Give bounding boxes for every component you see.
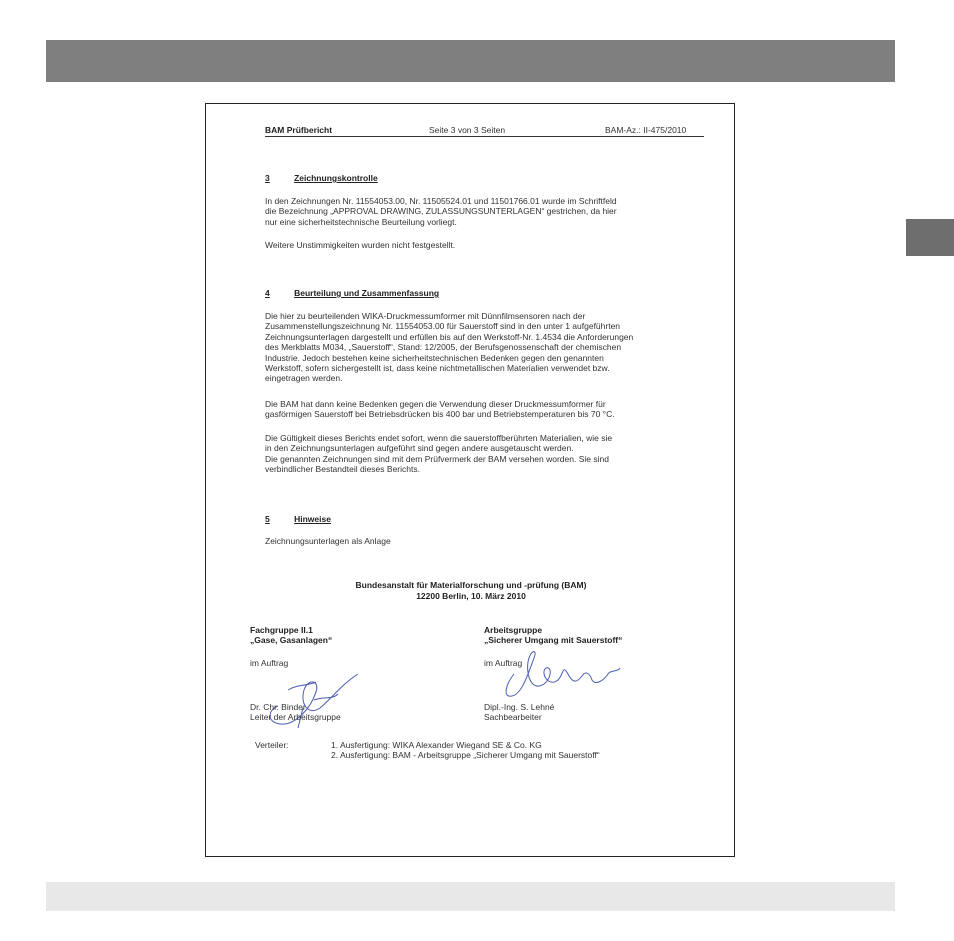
text-line: Die genannten Zeichnungen sind mit dem Prüfvermerk der BAM versehen worden. Sie sind	[265, 453, 609, 464]
text-line: Werkstoff, sofern sichergestellt ist, dass keine nichtmetallischen Materialien verwendet bzw.	[265, 363, 610, 374]
text-line: Industrie. Jedoch bestehen keine sicherheitstechnischen Bedenken gegen den genannten	[265, 352, 604, 363]
left-group-name: „Gase, Gasanlagen“	[250, 635, 333, 645]
right-on-behalf: im Auftrag	[484, 658, 523, 668]
text-line: Zeichnungsunterlagen dargestellt und erfüllen bis auf den Werkstoff-Nr. 1.4534 die Anforderungen	[265, 331, 634, 342]
section-3-title: Zeichnungskontrolle	[294, 173, 378, 183]
right-group: Arbeitsgruppe	[484, 625, 543, 635]
text-line: gasförmigen Sauerstoff bei Betriebsdrücken bis 400 bar und Betriebstemperaturen bis 70 °C.	[265, 409, 615, 420]
text-line: in den Zeichnungsunterlagen aufgeführt sind gegen andere ausgetauscht werden.	[265, 443, 574, 454]
header-left: BAM Prüfbericht	[265, 125, 333, 135]
right-group-name: „Sicherer Umgang mit Sauerstoff“	[484, 635, 623, 645]
text-line: Die Gültigkeit dieses Berichts endet sofort, wenn die sauerstoffberührten Materialien, wie sie	[265, 433, 613, 443]
distribution-item-2: 2. Ausfertigung: BAM - Arbeitsgruppe „Sicherer Umgang mit Sauerstoff“	[331, 750, 600, 760]
institute-location-date: 12200 Berlin, 10. März 2010	[416, 591, 526, 601]
distribution-label: Verteiler:	[255, 740, 289, 750]
side-section-tab	[906, 219, 954, 256]
section-4-paragraph-3	[265, 433, 612, 475]
right-signer-role: Sachbearbeiter	[484, 712, 542, 722]
text-line: des Merkblatts M034, „Sauerstoff“, Stand: 12/2005, der Berufsgenossenschaft der chemischen	[265, 342, 622, 353]
text-line: Zusammenstellungszeichnung Nr. 11554053.00 für Sauerstoff sind in den unter 1 aufgeführten	[265, 321, 621, 332]
section-5-title: Hinweise	[294, 514, 331, 524]
section-3-heading	[265, 173, 378, 183]
top-header-bar	[46, 40, 895, 82]
header-rule	[265, 136, 704, 137]
header-right: BAM-Az.: II-475/2010	[605, 125, 687, 135]
section-3-paragraph-2: Weitere Unstimmigkeiten wurden nicht festgestellt.	[265, 240, 456, 250]
bottom-footer-bar	[46, 882, 895, 911]
text-line: eingetragen werden.	[265, 373, 343, 384]
section-3-paragraph-1	[265, 196, 617, 227]
section-4-heading	[265, 288, 439, 298]
section-3-number: 3	[265, 173, 270, 183]
text-line: Die hier zu beurteilenden WIKA-Druckmessumformer mit Dünnfilmsensoren nach der	[265, 311, 586, 321]
right-signature-graphic	[488, 644, 628, 704]
section-5-number: 5	[265, 514, 270, 524]
header-center: Seite 3 von 3 Seiten	[429, 125, 506, 135]
text-line: verbindlicher Bestandteil dieses Berichts.	[265, 464, 420, 475]
section-4-paragraph-2	[265, 399, 615, 420]
text-line: die Bezeichnung „APPROVAL DRAWING, ZULASSUNGSUNTERLAGEN“ gestrichen, da hier	[265, 206, 617, 217]
institute-name: Bundesanstalt für Materialforschung und -prüfung (BAM)	[355, 580, 587, 590]
distribution-item-1: 1. Ausfertigung: WIKA Alexander Wiegand SE & Co. KG	[331, 740, 542, 750]
document-page	[205, 103, 735, 857]
left-group: Fachgruppe II.1	[250, 625, 313, 635]
left-signer-name: Dr. Chr. Binder	[250, 702, 306, 712]
section-4-paragraph-1	[265, 311, 633, 384]
left-on-behalf: im Auftrag	[250, 658, 289, 668]
section-4-number: 4	[265, 288, 270, 298]
right-signer-name: Dipl.-Ing. S. Lehné	[484, 702, 555, 712]
text-line: nur eine sicherheitstechnische Beurteilung vorliegt.	[265, 216, 457, 227]
text-line: Die BAM hat dann keine Bedenken gegen die Verwendung dieser Druckmessumformer für	[265, 399, 606, 409]
section-5-heading	[265, 514, 331, 524]
section-5-paragraph: Zeichnungsunterlagen als Anlage	[265, 536, 391, 546]
left-signer-role: Leiter der Arbeitsgruppe	[250, 712, 341, 722]
section-4-title: Beurteilung und Zusammenfassung	[294, 288, 440, 298]
text-line: In den Zeichnungen Nr. 11554053.00, Nr. 11505524.01 und 11501766.01 wurde im Schriftfeld	[265, 196, 617, 206]
